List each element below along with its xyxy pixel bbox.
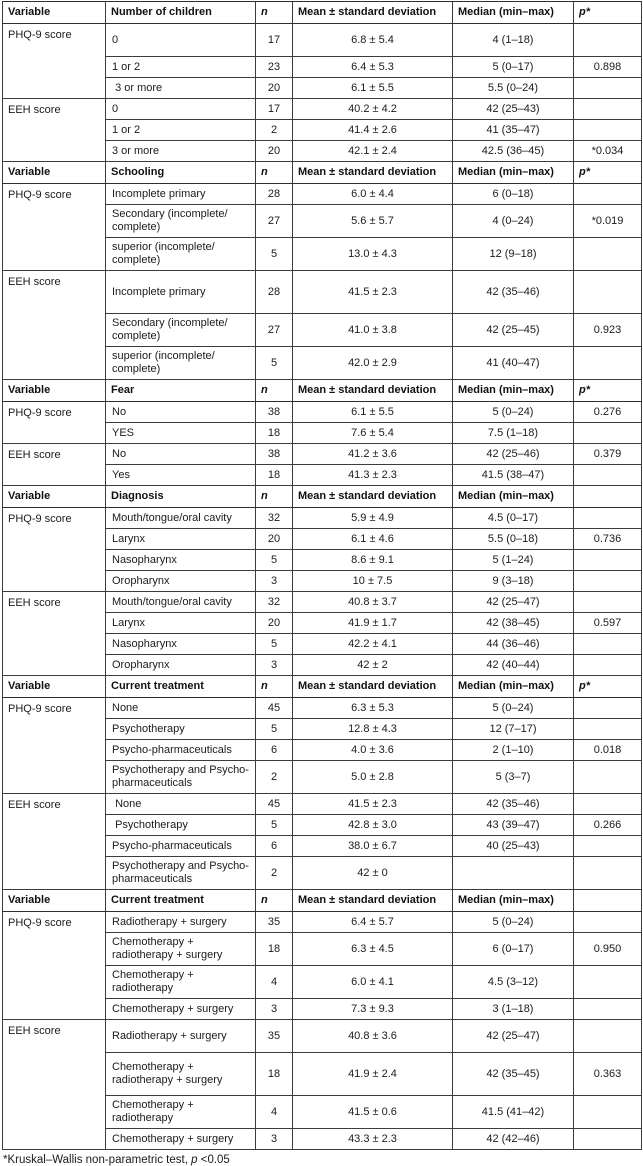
column-header-category: Fear bbox=[106, 380, 256, 402]
column-header-p: p* bbox=[574, 676, 642, 698]
cell-mean: 7.6 ± 5.4 bbox=[293, 423, 453, 444]
cell-n: 45 bbox=[256, 794, 293, 815]
cell-category: No bbox=[106, 402, 256, 423]
cell-mean: 41.3 ± 2.3 bbox=[293, 465, 453, 486]
cell-p: 0.597 bbox=[574, 613, 642, 634]
cell-category: Chemotherapy + radiotherapy + surgery bbox=[106, 1053, 256, 1096]
cell-mean: 42.0 ± 2.9 bbox=[293, 347, 453, 380]
cell-variable: EEH score bbox=[3, 444, 106, 486]
cell-n: 3 bbox=[256, 655, 293, 676]
section-header-row-2 bbox=[3, 380, 642, 402]
cell-mean: 5.6 ± 5.7 bbox=[293, 205, 453, 238]
cell-p: 0.018 bbox=[574, 740, 642, 761]
cell-n: 18 bbox=[256, 933, 293, 966]
section-header-row-5 bbox=[3, 890, 642, 912]
cell-category: Incomplete primary bbox=[106, 184, 256, 205]
cell-mean: 5.9 ± 4.9 bbox=[293, 508, 453, 529]
cell-variable: PHQ-9 score bbox=[3, 508, 106, 592]
cell-p bbox=[574, 634, 642, 655]
cell-p bbox=[574, 184, 642, 205]
column-header-n: n bbox=[256, 486, 293, 508]
cell-median: 7.5 (1–18) bbox=[453, 423, 574, 444]
cell-mean: 7.3 ± 9.3 bbox=[293, 999, 453, 1020]
cell-n: 2 bbox=[256, 120, 293, 141]
cell-n: 5 bbox=[256, 815, 293, 836]
cell-median: 41.5 (41–42) bbox=[453, 1096, 574, 1129]
table-row bbox=[3, 402, 642, 423]
cell-median: 42 (35–46) bbox=[453, 271, 574, 314]
cell-n: 4 bbox=[256, 1096, 293, 1129]
column-header-variable: Variable bbox=[3, 890, 106, 912]
footnote-p-symbol: p bbox=[191, 1154, 198, 1166]
cell-category: Larynx bbox=[106, 613, 256, 634]
cell-median: 12 (9–18) bbox=[453, 238, 574, 271]
cell-mean: 6.4 ± 5.3 bbox=[293, 57, 453, 78]
cell-median: 5 (0–17) bbox=[453, 57, 574, 78]
cell-p: 0.923 bbox=[574, 314, 642, 347]
column-header-p bbox=[574, 890, 642, 912]
cell-n: 20 bbox=[256, 529, 293, 550]
cell-p bbox=[574, 836, 642, 857]
cell-mean: 6.4 ± 5.7 bbox=[293, 912, 453, 933]
table-row bbox=[3, 698, 642, 719]
cell-median: 4.5 (0–17) bbox=[453, 508, 574, 529]
column-header-p: p* bbox=[574, 380, 642, 402]
cell-variable: PHQ-9 score bbox=[3, 402, 106, 444]
cell-mean: 43.3 ± 2.3 bbox=[293, 1129, 453, 1150]
column-header-p: p* bbox=[574, 162, 642, 184]
cell-mean: 6.1 ± 5.5 bbox=[293, 78, 453, 99]
cell-category: Psychotherapy bbox=[106, 719, 256, 740]
cell-n: 20 bbox=[256, 78, 293, 99]
column-header-n: n bbox=[256, 380, 293, 402]
table-row bbox=[3, 184, 642, 205]
cell-median: 41.5 (38–47) bbox=[453, 465, 574, 486]
cell-mean: 42.8 ± 3.0 bbox=[293, 815, 453, 836]
cell-n: 6 bbox=[256, 740, 293, 761]
cell-median: 4 (0–24) bbox=[453, 205, 574, 238]
cell-category: Radiotherapy + surgery bbox=[106, 1020, 256, 1053]
cell-category: Psychotherapy and Psycho-pharmaceuticals bbox=[106, 857, 256, 890]
cell-p bbox=[574, 794, 642, 815]
cell-mean: 4.0 ± 3.6 bbox=[293, 740, 453, 761]
cell-mean: 41.9 ± 1.7 bbox=[293, 613, 453, 634]
cell-p bbox=[574, 347, 642, 380]
cell-category: Psychotherapy bbox=[106, 815, 256, 836]
cell-mean: 40.8 ± 3.7 bbox=[293, 592, 453, 613]
cell-category: None bbox=[106, 794, 256, 815]
cell-median: 42 (35–45) bbox=[453, 1053, 574, 1096]
table-row bbox=[3, 794, 642, 815]
cell-n: 27 bbox=[256, 205, 293, 238]
cell-n: 23 bbox=[256, 57, 293, 78]
cell-p bbox=[574, 857, 642, 890]
cell-n: 20 bbox=[256, 613, 293, 634]
cell-median: 6 (0–17) bbox=[453, 933, 574, 966]
cell-n: 3 bbox=[256, 571, 293, 592]
cell-category: superior (incomplete/ complete) bbox=[106, 347, 256, 380]
cell-n: 38 bbox=[256, 444, 293, 465]
cell-n: 5 bbox=[256, 550, 293, 571]
section-header-row-0 bbox=[3, 2, 642, 24]
cell-category: Chemotherapy + surgery bbox=[106, 999, 256, 1020]
cell-mean: 12.8 ± 4.3 bbox=[293, 719, 453, 740]
table-row bbox=[3, 24, 642, 57]
column-header-p: p* bbox=[574, 2, 642, 24]
cell-n: 6 bbox=[256, 836, 293, 857]
cell-n: 32 bbox=[256, 508, 293, 529]
cell-median: 42 (40–44) bbox=[453, 655, 574, 676]
cell-n: 3 bbox=[256, 999, 293, 1020]
column-header-variable: Variable bbox=[3, 2, 106, 24]
cell-median: 42.5 (36–45) bbox=[453, 141, 574, 162]
cell-p bbox=[574, 238, 642, 271]
cell-mean: 41.2 ± 3.6 bbox=[293, 444, 453, 465]
cell-variable: PHQ-9 score bbox=[3, 698, 106, 794]
cell-n: 17 bbox=[256, 24, 293, 57]
cell-p: 0.379 bbox=[574, 444, 642, 465]
cell-category: Nasopharynx bbox=[106, 550, 256, 571]
cell-n: 27 bbox=[256, 314, 293, 347]
table-row bbox=[3, 912, 642, 933]
cell-p bbox=[574, 966, 642, 999]
cell-n: 45 bbox=[256, 698, 293, 719]
cell-mean: 38.0 ± 6.7 bbox=[293, 836, 453, 857]
cell-p: 0.950 bbox=[574, 933, 642, 966]
cell-category: Mouth/tongue/oral cavity bbox=[106, 508, 256, 529]
cell-category: Chemotherapy + surgery bbox=[106, 1129, 256, 1150]
cell-category: 0 bbox=[106, 24, 256, 57]
cell-variable: PHQ-9 score bbox=[3, 24, 106, 99]
cell-category: 0 bbox=[106, 99, 256, 120]
column-header-median: Median (min–max) bbox=[453, 2, 574, 24]
cell-category: Psycho-pharmaceuticals bbox=[106, 836, 256, 857]
cell-mean: 41.5 ± 0.6 bbox=[293, 1096, 453, 1129]
cell-category: Psycho-pharmaceuticals bbox=[106, 740, 256, 761]
cell-category: Larynx bbox=[106, 529, 256, 550]
cell-category: Radiotherapy + surgery bbox=[106, 912, 256, 933]
cell-n: 32 bbox=[256, 592, 293, 613]
cell-n: 20 bbox=[256, 141, 293, 162]
cell-n: 5 bbox=[256, 347, 293, 380]
cell-n: 18 bbox=[256, 1053, 293, 1096]
cell-p: 0.363 bbox=[574, 1053, 642, 1096]
cell-p: 0.898 bbox=[574, 57, 642, 78]
column-header-mean: Mean ± standard deviation bbox=[293, 380, 453, 402]
cell-p: 0.736 bbox=[574, 529, 642, 550]
cell-n: 28 bbox=[256, 184, 293, 205]
cell-n: 35 bbox=[256, 912, 293, 933]
cell-n: 3 bbox=[256, 1129, 293, 1150]
column-header-variable: Variable bbox=[3, 380, 106, 402]
cell-median: 44 (36–46) bbox=[453, 634, 574, 655]
cell-n: 17 bbox=[256, 99, 293, 120]
cell-category: Mouth/tongue/oral cavity bbox=[106, 592, 256, 613]
cell-p: 0.266 bbox=[574, 815, 642, 836]
column-header-n: n bbox=[256, 676, 293, 698]
cell-category: Oropharynx bbox=[106, 655, 256, 676]
cell-p bbox=[574, 423, 642, 444]
cell-category: Chemotherapy + radiotherapy + surgery bbox=[106, 933, 256, 966]
cell-mean: 6.8 ± 5.4 bbox=[293, 24, 453, 57]
column-header-mean: Mean ± standard deviation bbox=[293, 676, 453, 698]
column-header-median: Median (min–max) bbox=[453, 380, 574, 402]
cell-median bbox=[453, 857, 574, 890]
cell-median: 42 (25–43) bbox=[453, 99, 574, 120]
column-header-category: Current treatment bbox=[106, 890, 256, 912]
cell-category: Secondary (incomplete/ complete) bbox=[106, 205, 256, 238]
cell-mean: 6.1 ± 4.6 bbox=[293, 529, 453, 550]
cell-category: YES bbox=[106, 423, 256, 444]
column-header-median: Median (min–max) bbox=[453, 162, 574, 184]
cell-p bbox=[574, 465, 642, 486]
cell-median: 40 (25–43) bbox=[453, 836, 574, 857]
cell-median: 42 (25–47) bbox=[453, 1020, 574, 1053]
cell-median: 42 (35–46) bbox=[453, 794, 574, 815]
cell-n: 35 bbox=[256, 1020, 293, 1053]
cell-p bbox=[574, 719, 642, 740]
cell-median: 3 (1–18) bbox=[453, 999, 574, 1020]
cell-mean: 13.0 ± 4.3 bbox=[293, 238, 453, 271]
cell-median: 5 (0–24) bbox=[453, 912, 574, 933]
column-header-variable: Variable bbox=[3, 162, 106, 184]
cell-mean: 41.4 ± 2.6 bbox=[293, 120, 453, 141]
cell-p bbox=[574, 99, 642, 120]
column-header-n: n bbox=[256, 890, 293, 912]
column-header-mean: Mean ± standard deviation bbox=[293, 2, 453, 24]
cell-mean: 40.8 ± 3.6 bbox=[293, 1020, 453, 1053]
cell-p: *0.034 bbox=[574, 141, 642, 162]
cell-p bbox=[574, 1096, 642, 1129]
section-header-row-3 bbox=[3, 486, 642, 508]
column-header-n: n bbox=[256, 162, 293, 184]
cell-mean: 5.0 ± 2.8 bbox=[293, 761, 453, 794]
column-header-p bbox=[574, 486, 642, 508]
cell-p bbox=[574, 120, 642, 141]
cell-category: Chemotherapy + radiotherapy bbox=[106, 1096, 256, 1129]
cell-n: 5 bbox=[256, 634, 293, 655]
footnote-prefix: *Kruskal–Wallis non-parametric test, bbox=[3, 1154, 192, 1166]
cell-p bbox=[574, 571, 642, 592]
column-header-category: Current treatment bbox=[106, 676, 256, 698]
cell-median: 5 (0–24) bbox=[453, 698, 574, 719]
cell-median: 42 (25–45) bbox=[453, 314, 574, 347]
cell-p: 0.276 bbox=[574, 402, 642, 423]
cell-p bbox=[574, 761, 642, 794]
cell-mean: 41.5 ± 2.3 bbox=[293, 794, 453, 815]
cell-n: 2 bbox=[256, 857, 293, 890]
table-row bbox=[3, 1020, 642, 1053]
cell-category: 3 or more bbox=[106, 78, 256, 99]
cell-n: 2 bbox=[256, 761, 293, 794]
cell-p bbox=[574, 698, 642, 719]
cell-median: 41 (40–47) bbox=[453, 347, 574, 380]
column-header-mean: Mean ± standard deviation bbox=[293, 162, 453, 184]
cell-median: 43 (39–47) bbox=[453, 815, 574, 836]
cell-p: *0.019 bbox=[574, 205, 642, 238]
cell-mean: 41.5 ± 2.3 bbox=[293, 271, 453, 314]
cell-variable: EEH score bbox=[3, 794, 106, 890]
cell-p bbox=[574, 550, 642, 571]
cell-mean: 42.2 ± 4.1 bbox=[293, 634, 453, 655]
column-header-category: Number of children bbox=[106, 2, 256, 24]
column-header-category: Schooling bbox=[106, 162, 256, 184]
cell-category: Secondary (incomplete/ complete) bbox=[106, 314, 256, 347]
cell-median: 6 (0–18) bbox=[453, 184, 574, 205]
column-header-category: Diagnosis bbox=[106, 486, 256, 508]
cell-median: 4.5 (3–12) bbox=[453, 966, 574, 999]
cell-variable: EEH score bbox=[3, 271, 106, 380]
cell-p bbox=[574, 999, 642, 1020]
column-header-median: Median (min–max) bbox=[453, 486, 574, 508]
cell-variable: PHQ-9 score bbox=[3, 184, 106, 271]
cell-median: 5.5 (0–24) bbox=[453, 78, 574, 99]
cell-p bbox=[574, 271, 642, 314]
column-header-variable: Variable bbox=[3, 676, 106, 698]
column-header-mean: Mean ± standard deviation bbox=[293, 890, 453, 912]
table-row bbox=[3, 444, 642, 465]
cell-mean: 6.0 ± 4.4 bbox=[293, 184, 453, 205]
cell-mean: 6.3 ± 5.3 bbox=[293, 698, 453, 719]
cell-median: 2 (1–10) bbox=[453, 740, 574, 761]
cell-category: No bbox=[106, 444, 256, 465]
column-header-median: Median (min–max) bbox=[453, 676, 574, 698]
cell-mean: 42 ± 2 bbox=[293, 655, 453, 676]
section-header-row-1 bbox=[3, 162, 642, 184]
cell-mean: 6.1 ± 5.5 bbox=[293, 402, 453, 423]
cell-mean: 6.0 ± 4.1 bbox=[293, 966, 453, 999]
cell-p bbox=[574, 592, 642, 613]
cell-p bbox=[574, 24, 642, 57]
cell-n: 5 bbox=[256, 238, 293, 271]
column-header-median: Median (min–max) bbox=[453, 890, 574, 912]
cell-category: None bbox=[106, 698, 256, 719]
cell-category: Psychotherapy and Psycho-pharmaceuticals bbox=[106, 761, 256, 794]
table-row bbox=[3, 271, 642, 314]
cell-p bbox=[574, 508, 642, 529]
cell-median: 4 (1–18) bbox=[453, 24, 574, 57]
cell-category: 1 or 2 bbox=[106, 57, 256, 78]
cell-mean: 41.0 ± 3.8 bbox=[293, 314, 453, 347]
cell-median: 9 (3–18) bbox=[453, 571, 574, 592]
cell-category: Yes bbox=[106, 465, 256, 486]
cell-category: 1 or 2 bbox=[106, 120, 256, 141]
cell-category: superior (incomplete/ complete) bbox=[106, 238, 256, 271]
cell-n: 18 bbox=[256, 465, 293, 486]
cell-median: 42 (38–45) bbox=[453, 613, 574, 634]
cell-n: 4 bbox=[256, 966, 293, 999]
cell-mean: 40.2 ± 4.2 bbox=[293, 99, 453, 120]
cell-n: 28 bbox=[256, 271, 293, 314]
cell-median: 42 (25–46) bbox=[453, 444, 574, 465]
column-header-variable: Variable bbox=[3, 486, 106, 508]
cell-n: 18 bbox=[256, 423, 293, 444]
cell-variable: PHQ-9 score bbox=[3, 912, 106, 1020]
cell-n: 38 bbox=[256, 402, 293, 423]
cell-p bbox=[574, 655, 642, 676]
table-row bbox=[3, 99, 642, 120]
cell-median: 42 (25–47) bbox=[453, 592, 574, 613]
cell-median: 42 (42–46) bbox=[453, 1129, 574, 1150]
cell-category: Nasopharynx bbox=[106, 634, 256, 655]
cell-mean: 41.9 ± 2.4 bbox=[293, 1053, 453, 1096]
cell-p bbox=[574, 78, 642, 99]
results-table bbox=[2, 1, 642, 1150]
cell-mean: 8.6 ± 9.1 bbox=[293, 550, 453, 571]
cell-mean: 42.1 ± 2.4 bbox=[293, 141, 453, 162]
column-header-n: n bbox=[256, 2, 293, 24]
cell-mean: 6.3 ± 4.5 bbox=[293, 933, 453, 966]
cell-category: Incomplete primary bbox=[106, 271, 256, 314]
cell-median: 12 (7–17) bbox=[453, 719, 574, 740]
cell-p bbox=[574, 912, 642, 933]
cell-mean: 10 ± 7.5 bbox=[293, 571, 453, 592]
footnote-suffix: <0.05 bbox=[197, 1154, 230, 1166]
cell-median: 5 (1–24) bbox=[453, 550, 574, 571]
cell-p bbox=[574, 1129, 642, 1150]
cell-variable: EEH score bbox=[3, 99, 106, 162]
cell-category: Chemotherapy + radiotherapy bbox=[106, 966, 256, 999]
cell-variable: EEH score bbox=[3, 592, 106, 676]
cell-median: 5 (0–24) bbox=[453, 402, 574, 423]
table-row bbox=[3, 592, 642, 613]
cell-mean: 42 ± 0 bbox=[293, 857, 453, 890]
cell-median: 5 (3–7) bbox=[453, 761, 574, 794]
cell-median: 41 (35–47) bbox=[453, 120, 574, 141]
cell-category: Oropharynx bbox=[106, 571, 256, 592]
table-row bbox=[3, 508, 642, 529]
cell-variable: EEH score bbox=[3, 1020, 106, 1150]
cell-category: 3 or more bbox=[106, 141, 256, 162]
cell-n: 5 bbox=[256, 719, 293, 740]
cell-median: 5.5 (0–18) bbox=[453, 529, 574, 550]
footnote bbox=[2, 1154, 641, 1166]
section-header-row-4 bbox=[3, 676, 642, 698]
column-header-mean: Mean ± standard deviation bbox=[293, 486, 453, 508]
cell-p bbox=[574, 1020, 642, 1053]
